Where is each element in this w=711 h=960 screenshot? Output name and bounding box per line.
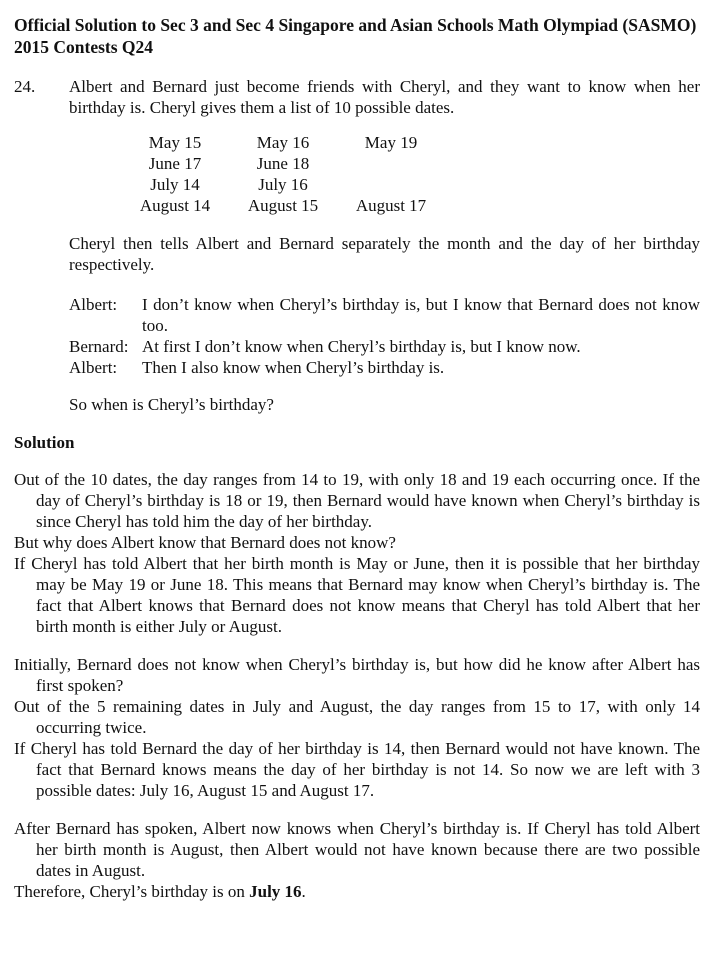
- question-ask: So when is Cheryl’s birthday?: [69, 395, 274, 414]
- question: [14, 76, 700, 415]
- date-item: June 17: [148, 154, 202, 173]
- solution-block: [14, 469, 700, 637]
- date-item: July 14: [150, 175, 200, 194]
- dialog-line: [69, 336, 700, 357]
- date-item: August 14: [139, 196, 211, 215]
- date-item: May 15: [148, 133, 202, 152]
- date-item: [337, 153, 445, 174]
- conclusion: [14, 881, 700, 902]
- date-item: August 17: [355, 196, 427, 215]
- dialog-text: At first I don’t know when Cheryl’s birthday is, but I know now.: [142, 337, 581, 356]
- conclusion-suffix: .: [301, 882, 306, 901]
- solution-block: [14, 654, 700, 801]
- dialog-line: [69, 294, 700, 336]
- question-body: [69, 76, 700, 415]
- dialog: [69, 294, 700, 378]
- solution-paragraph: But why does Albert know that Bernard does not know?: [14, 533, 396, 552]
- date-list: [121, 132, 700, 216]
- conclusion-prefix: Therefore, Cheryl’s birthday is on: [14, 882, 250, 901]
- dialog-line: [69, 357, 700, 378]
- dialog-text: Then I also know when Cheryl’s birthday is.: [142, 358, 445, 377]
- question-intro: Albert and Bernard just become friends with Cheryl, and they want to know when her birthday is. Cheryl gives them a list of 10 possible dates.: [69, 77, 700, 117]
- dialog-text: I don’t know when Cheryl’s birthday is, but I know that Bernard does not know too.: [142, 295, 700, 335]
- solution-paragraph: Out of the 5 remaining dates in July and August, the day ranges from 15 to 17, with only 14 occurring twice.: [14, 697, 700, 737]
- speaker: Albert:: [69, 358, 118, 377]
- solution-heading: Solution: [14, 433, 75, 452]
- date-item: June 18: [256, 154, 310, 173]
- question-tells: Cheryl then tells Albert and Bernard separately the month and the day of her birthday respectively.: [69, 234, 700, 274]
- solution-paragraph: Out of the 10 dates, the day ranges from 14 to 19, with only 18 and 19 each occurring once. If the day of Cheryl’s birthday is 18 or 19, then Bernard would have known when Cheryl’s birthday is since Cheryl has told him the day of her birthday.: [14, 470, 700, 531]
- solution-paragraph: If Cheryl has told Bernard the day of her birthday is 14, then Bernard would not have known. The fact that Bernard knows means the day of her birthday is not 14. So now we are left with 3 possible dates: July 16, August 15 and August 17.: [14, 739, 700, 800]
- question-number: 24.: [14, 77, 36, 96]
- date-item: July 16: [258, 175, 308, 194]
- document-page: [14, 14, 700, 902]
- solution-block: [14, 818, 700, 902]
- date-item: May 16: [256, 133, 310, 152]
- speaker: Bernard:: [69, 337, 129, 356]
- solution-paragraph: After Bernard has spoken, Albert now knows when Cheryl’s birthday is. If Cheryl has told Albert her birth month is August, then Albert would not have known because there are two possible dates in August.: [14, 819, 700, 880]
- date-item: May 19: [364, 133, 418, 152]
- solution-paragraph: Initially, Bernard does not know when Cheryl’s birthday is, but how did he know after Albert has first spoken?: [14, 655, 700, 695]
- date-item: August 15: [247, 196, 319, 215]
- date-item: [337, 174, 445, 195]
- document-title: Official Solution to Sec 3 and Sec 4 Singapore and Asian Schools Math Olympiad (SASMO) 2015 Contests Q24: [14, 15, 697, 57]
- solution-paragraph: If Cheryl has told Albert that her birth month is May or June, then it is possible that her birthday may be May 19 or June 18. This means that Bernard may know when Cheryl’s birthday is. The fact that Albert knows that Bernard does not know means that Cheryl has told Albert that her birth month is either July or August.: [14, 554, 700, 636]
- conclusion-answer: July 16: [249, 882, 302, 901]
- speaker: Albert:: [69, 295, 118, 314]
